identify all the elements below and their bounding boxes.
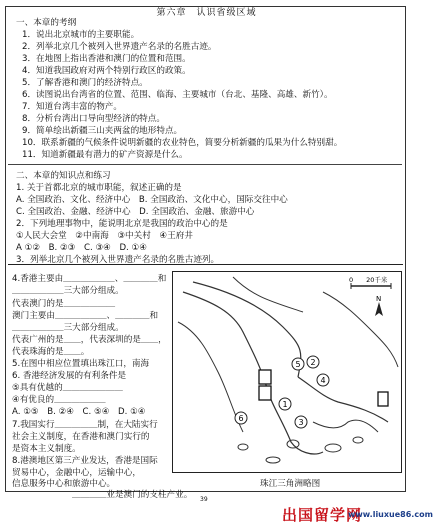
north-arrow-icon: [375, 302, 383, 316]
outline-item: 8．分析台湾出口导向型经济的特点。: [22, 114, 165, 124]
question-line: 6. 香港经济发展的有利条件是: [12, 371, 127, 381]
marker-label: 6: [238, 414, 244, 423]
site-watermark[interactable]: [282, 503, 433, 527]
map-drawing: [173, 272, 401, 472]
outline-item: 4．知道我国政府对两个特别行政区的政策。: [22, 66, 191, 76]
scale-label: 0 20千米: [349, 276, 388, 284]
question-line: A. 全国政治、文化、经济中心 B. 全国政治、文化中心，国际交往中心: [16, 195, 288, 205]
page-title: 第六章 认识省级区域: [156, 8, 257, 18]
question-line: 信息服务中心和旅游中心。: [12, 479, 116, 489]
river-line: [193, 282, 301, 377]
marker-label: 3: [298, 418, 304, 427]
question-line: ⑤具有优越的＿＿＿＿＿＿＿: [12, 383, 123, 393]
question-line: 5.在图中相应位置填出珠江口，南海: [12, 359, 150, 369]
outline-item: 2．列举北京几个被列入世界遗产名录的名胜古迹。: [22, 42, 217, 52]
question-line: 代表广州的是＿＿，代表深圳的是＿＿，: [12, 335, 167, 345]
question-line: ＿＿＿＿业是澳门的支柱产业。: [72, 490, 193, 500]
marker-label: 5: [295, 360, 301, 369]
answer-box[interactable]: [378, 392, 388, 406]
outline-item: 7．知道台湾丰富的物产。: [22, 102, 122, 112]
question-line: 澳门主要由＿＿＿＿＿＿、＿＿＿＿和: [12, 311, 159, 321]
marker-label: 4: [320, 376, 326, 385]
brand-name: 出国留学网: [282, 506, 363, 524]
coastline: [313, 420, 378, 432]
section1-heading: 一、本章的考纲: [16, 18, 77, 28]
answer-box[interactable]: [259, 386, 271, 400]
section-divider: [8, 164, 402, 165]
question-line: C. 全国政治、金融、经济中心 D. 全国政治、金融、旅游中心: [16, 207, 255, 217]
pearl-river-delta-map: [172, 271, 402, 473]
question-line: ＿＿＿＿＿＿三大部分组成。: [12, 323, 124, 333]
outline-item: 5．了解香港和澳门的经济特点。: [22, 78, 148, 88]
worksheet-page: [2, 1, 411, 503]
outline-item: 6．读图说出台湾省的位置、范围、临海、主要城市（台北、基隆、高雄、新竹）。: [22, 90, 333, 100]
question-line: ＿＿＿＿＿＿三大部分组成。: [12, 286, 124, 296]
outline-item: 9．简单绘出新疆三山夹两盆的地形特点。: [22, 126, 183, 136]
marker-label: 1: [282, 400, 288, 409]
question-line: 4.香港主要由＿＿＿＿＿＿、＿＿＿＿和: [12, 274, 167, 284]
page-number: 39: [200, 496, 208, 503]
island: [266, 457, 280, 463]
question-line: 3．列举北京几个被列入世界遗产名录的名胜古迹列。: [16, 255, 220, 265]
river-line: [183, 292, 268, 392]
outline-item: 11．知道新疆最有潜力的矿产资源是什么。: [22, 150, 188, 160]
north-label: N: [376, 295, 382, 303]
question-line: 贸易中心，金融中心，运输中心，: [12, 468, 141, 478]
question-line: A ①② B. ②③ C. ③④ D. ①④: [16, 243, 147, 253]
question-line: 是资本主义制度。: [12, 444, 81, 454]
question-line: ④有优良的＿＿＿＿＿＿: [12, 395, 106, 405]
question-line: 代表珠海的是＿＿。: [12, 347, 90, 357]
outline-item: 10．联系新疆的气候条件说明新疆的农业特色，简要分析新疆的瓜果为什么特别甜。: [22, 138, 343, 148]
island: [238, 444, 248, 450]
island: [325, 444, 341, 452]
section2-heading: 二、本章的知识点和练习: [16, 171, 111, 181]
question-line: 7.我国实行＿＿＿＿＿制，在大陆实行: [12, 420, 158, 430]
coastline: [298, 377, 388, 422]
question-line: 8.港澳地区第三产业发达，香港是国际: [12, 456, 158, 466]
answer-box[interactable]: [259, 370, 271, 384]
brand-url: www.liuxue86.com: [348, 510, 433, 519]
question-line: ①人民大会堂 ②中南海 ③中关村 ④王府井: [16, 231, 193, 241]
question-line: 1. 关于首都北京的城市职能，叙述正确的是: [16, 183, 182, 193]
outline-item: 1．说出北京城市的主要职能。: [22, 30, 140, 40]
coastline: [178, 322, 243, 432]
question-line: 社会主义制度，在香港和澳门实行的: [12, 432, 150, 442]
island: [353, 437, 363, 443]
outline-item: 3．在地图上指出香港和澳门的位置和范围。: [22, 54, 191, 64]
lower-box-divider: [8, 264, 403, 265]
question-line: A. ①⑤ B. ②④ C. ⑤④ D. ①④: [12, 407, 146, 417]
map-caption: 珠江三角洲略图: [260, 479, 321, 489]
river-line: [233, 277, 303, 312]
question-line: 代表澳门的是＿＿＿＿＿＿: [12, 299, 116, 309]
question-line: 2．下列地理事物中，能说明北京是我国的政治中心的是: [16, 219, 228, 229]
river-line: [323, 292, 398, 367]
marker-label: 2: [310, 358, 316, 367]
